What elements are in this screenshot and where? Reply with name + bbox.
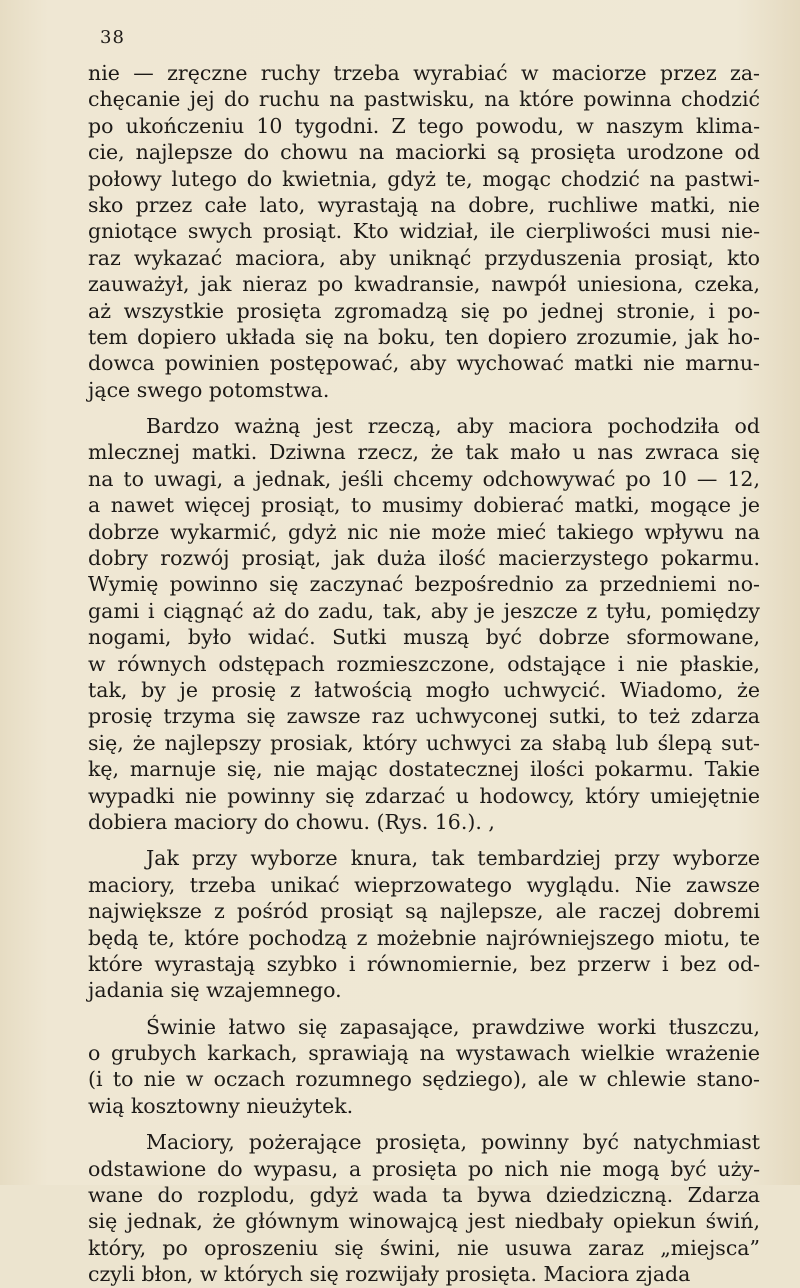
text-line: aż wszystkie prosięta zgromadzą się po jednej stronie, i po- <box>88 298 760 323</box>
text-line: kę, marnuje się, nie mając dostatecznej ilości pokarmu. Takie <box>88 757 760 782</box>
text-line: wypadki nie powinny się zdarzać u hodowcy, który umiejętnie <box>88 783 760 808</box>
text-line: Jak przy wyborze knura, tak tembardziej przy wyborze <box>146 846 760 871</box>
paragraph <box>88 413 760 835</box>
text-line: mlecznej matki. Dziwna rzecz, że tak mało u nas zwraca się <box>88 440 760 465</box>
text-line: chęcanie jej do ruchu na pastwisku, na które powinna chodzić <box>88 87 760 112</box>
text-line: gami i ciągnąć aż do zadu, tak, aby je jeszcze z tyłu, pomiędzy <box>88 598 760 623</box>
text-line: gniotące swych prosiąt. Kto widział, ile cierpliwości musi nie- <box>88 219 760 244</box>
text-line: się, że najlepszy prosiak, który uchwyci za słabą lub ślepą sut- <box>88 730 760 755</box>
text-line: jadania się wzajemnego. <box>88 978 342 1003</box>
text-line: a nawet więcej prosiąt, to musimy dobierać matki, mogące je <box>88 493 760 518</box>
paragraph-gap <box>88 1119 760 1129</box>
text-line: które wyrastają szybko i równomiernie, bez przerw i bez od- <box>88 951 760 976</box>
text-line: który, po oproszeniu się świni, nie usuwa zaraz „miejsca” <box>88 1235 760 1260</box>
text-line: na to uwagi, a jednak, jeśli chcemy odchowywać po 10 — 12, <box>88 466 760 491</box>
paragraph-gap <box>88 835 760 845</box>
text-line: połowy lutego do kwietnia, gdyż te, mogąc chodzić na pastwi- <box>88 166 760 191</box>
text-line: czyli błon, w których się rozwijały prosięta. Maciora zjada <box>88 1262 691 1287</box>
text-line: jące swego potomstwa. <box>88 377 330 402</box>
text-line: raz wykazać maciora, aby uniknąć przyduszenia prosiąt, kto <box>88 245 760 270</box>
text-line: dobry rozwój prosiąt, jak duża ilość macierzystego pokarmu. <box>88 546 760 571</box>
text-line: cie, najlepsze do chowu na maciorki są prosięta urodzone od <box>88 140 760 165</box>
paragraph <box>88 845 760 1003</box>
text-line: o grubych karkach, sprawiają na wystawach wielkie wrażenie <box>88 1041 760 1066</box>
text-line: się jednak, że głównym winowajcą jest niedbały opiekun świń, <box>88 1209 760 1234</box>
text-line: wane do rozplodu, gdyż wada ta bywa dziedziczną. Zdarza <box>88 1183 760 1208</box>
text-line: dobiera maciory do chowu. (Rys. 16.). , <box>88 809 495 834</box>
text-line: Maciory, pożerające prosięta, powinny być natychmiast <box>146 1130 760 1155</box>
text-line: w równych odstępach rozmieszczone, odstające i nie płaskie, <box>88 651 760 676</box>
text-line: największe z pośród prosiąt są najlepsze, ale raczej dobremi <box>88 899 760 924</box>
text-line: prosię trzyma się zawsze raz uchwyconej sutki, to też zdarza <box>88 704 760 729</box>
paragraph-gap <box>88 1004 760 1014</box>
page-number: 38 <box>100 27 125 48</box>
text-line: będą te, które pochodzą z możebnie najrówniejszego miotu, te <box>88 925 760 950</box>
text-line: maciory, trzeba unikać wieprzowatego wyglądu. Nie zawsze <box>88 872 760 897</box>
text-line: zauważył, jak nieraz po kwadransie, nawpół uniesiona, czeka, <box>88 272 760 297</box>
body-text <box>88 60 760 1288</box>
text-line: sko przez całe lato, wyrastają na dobre, ruchliwe matki, nie <box>88 192 760 217</box>
text-line: odstawione do wypasu, a prosięta po nich nie mogą być uży- <box>88 1156 760 1181</box>
text-line: tem dopiero układa się na boku, ten dopiero zrozumie, jak ho- <box>88 324 760 349</box>
text-line: Bardzo ważną jest rzeczą, aby maciora pochodziła od <box>146 414 760 439</box>
text-line: dowca powinien postępować, aby wychować matki nie marnu- <box>88 351 760 376</box>
text-line: Świnie łatwo się zapasające, prawdziwe worki tłuszczu, <box>146 1014 760 1039</box>
text-line: po ukończeniu 10 tygodni. Z tego powodu, w naszym klima- <box>88 113 760 138</box>
paragraph <box>88 60 760 403</box>
paragraph <box>88 1014 760 1120</box>
text-line: dobrze wykarmić, gdyż nic nie może mieć takiego wpływu na <box>88 519 760 544</box>
text-line: Wymię powinno się zaczynać bezpośrednio za przedniemi no- <box>88 572 760 597</box>
text-line: wią kosztowny nieużytek. <box>88 1093 354 1118</box>
text-line: (i to nie w oczach rozumnego sędziego), ale w chlewie stano- <box>88 1067 760 1092</box>
text-line: nogami, było widać. Sutki muszą być dobrze sformowane, <box>88 625 760 650</box>
text-line: nie — zręczne ruchy trzeba wyrabiać w maciorze przez za- <box>88 61 760 85</box>
text-line: tak, by je prosię z łatwością mogło uchwycić. Wiadomo, że <box>88 677 760 702</box>
paragraph-gap <box>88 403 760 413</box>
paragraph <box>88 1129 760 1287</box>
